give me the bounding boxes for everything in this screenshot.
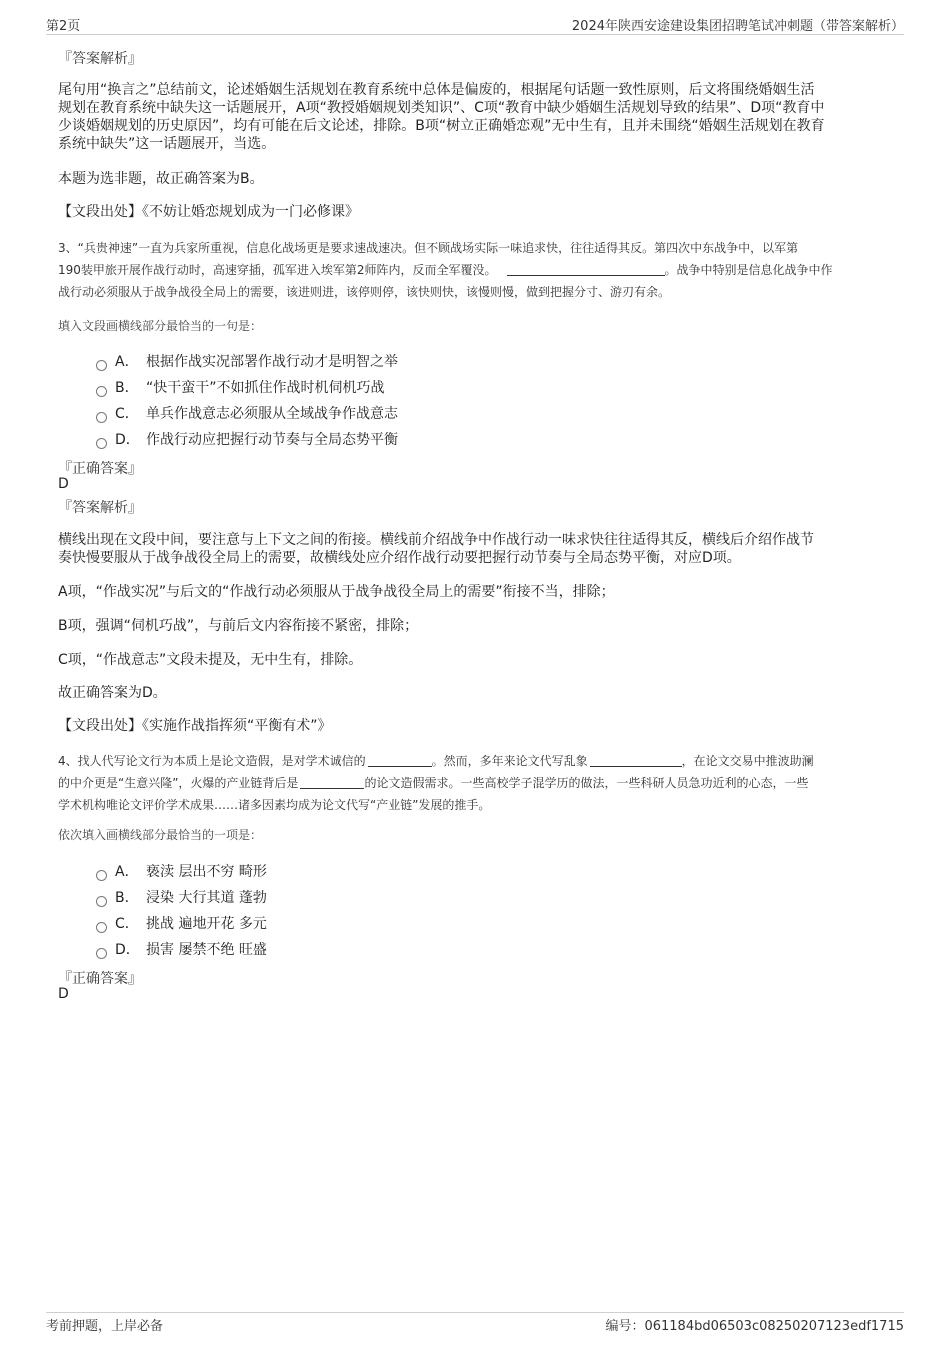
option-d[interactable] — [96, 939, 267, 959]
option-b[interactable] — [96, 377, 385, 397]
radio-button[interactable] — [96, 438, 107, 449]
analysis-line: 奏快慢要服从于战争战役全局上的需要，故横线处应介绍作战行动要把握行动节奏与全局态势平衡，对应D项。 — [58, 550, 741, 566]
question-line: 3、“兵贵神速”一直为兵家所重视，信息化战场更是要求速战速决。但不顾战场实际一味追求快，往往适得其反。第四次中东战争中，以军第 — [58, 241, 799, 255]
question-prompt: 填入文段画横线部分最恰当的一句是： — [58, 319, 263, 333]
option-letter: B． — [115, 890, 139, 906]
radio-button[interactable] — [96, 360, 107, 371]
analysis-line: 系统中缺失”这一话题展开，当选。 — [58, 136, 276, 152]
question-prompt: 依次填入画横线部分最恰当的一项是： — [58, 828, 263, 842]
answer-blank — [590, 754, 682, 767]
analysis-paragraph — [58, 531, 814, 567]
question-text-part: 190装甲旅开展作战行动时，高速穿插，孤军进入埃军第2师阵内，反而全军覆没。 — [58, 263, 497, 277]
radio-button[interactable] — [96, 896, 107, 907]
page-number: 第2页 — [46, 19, 81, 34]
document-title: 2024年陕西安途建设集团招聘笔试冲刺题（带答案解析） — [571, 19, 904, 34]
analysis-note-c: C项，“作战意志”文段未提及，无中生有，排除。 — [58, 652, 363, 668]
question-text-part: 。战争中特别是信息化战争中作 — [664, 263, 833, 277]
radio-button[interactable] — [96, 922, 107, 933]
question-text-part: 4、找人代写论文行为本质上是论文造假，是对学术诚信的 — [58, 754, 366, 768]
analysis-paragraph — [58, 81, 825, 153]
analysis-tag: 『答案解析』 — [58, 500, 142, 516]
option-letter: C． — [115, 406, 139, 422]
radio-button[interactable] — [96, 870, 107, 881]
option-text: 损害 屡禁不绝 旺盛 — [146, 942, 267, 958]
option-text: 作战行动应把握行动节奏与全局态势平衡 — [146, 432, 398, 448]
page-footer — [46, 1312, 904, 1336]
option-letter: C． — [115, 916, 139, 932]
source-text: 【文段出处】《实施作战指挥须“平衡有术”》 — [58, 718, 332, 734]
footer-slogan: 考前押题，上岸必备 — [46, 1319, 164, 1334]
analysis-note-a: A项，“作战实况”与后文的“作战行动必须服从于战争战役全局上的需要”衔接不当，排除； — [58, 584, 615, 600]
analysis-note-b: B项，强调“伺机巧战”，与前后文内容衔接不紧密，排除； — [58, 618, 419, 634]
question-line: 战行动必须服从于战争战役全局上的需要，该进则进，该停则停，该快则快，该慢则慢，做到把握分寸、游刃有余。 — [58, 285, 671, 299]
option-c[interactable] — [96, 403, 398, 423]
question-text-part: 的中介更是“生意兴隆”，火爆的产业链背后是 — [58, 776, 299, 790]
conclusion-text: 故正确答案为D。 — [58, 685, 167, 701]
document-id: 编号：061184bd06503c08250207123edf1715 — [605, 1319, 904, 1334]
option-text: 根据作战实况部署作战行动才是明智之举 — [146, 354, 398, 370]
analysis-tag: 『答案解析』 — [58, 51, 142, 67]
answer-blank — [368, 754, 432, 767]
answer-tag: 『正确答案』 — [58, 971, 142, 987]
option-text: 亵渎 层出不穷 畸形 — [146, 864, 267, 880]
option-letter: A． — [115, 864, 139, 880]
analysis-line: 尾句用“换言之”总结前文，论述婚姻生活规划在教育系统中总体是偏废的，根据尾句话题一致性原则，后文将围绕婚姻生活 — [58, 82, 815, 98]
option-c[interactable] — [96, 913, 267, 933]
question-text-part: ，在论文交易中推波助澜 — [681, 754, 814, 768]
analysis-line: 横线出现在文段中间，要注意与上下文之间的衔接。横线前介绍战争中作战行动一味求快往往适得其反，横线后介绍作战节 — [58, 532, 814, 548]
option-letter: B． — [115, 380, 139, 396]
correct-answer: D — [58, 986, 69, 1002]
option-a[interactable] — [96, 861, 267, 881]
option-letter: D． — [115, 942, 140, 958]
radio-button[interactable] — [96, 386, 107, 397]
option-b[interactable] — [96, 887, 267, 907]
conclusion-text: 本题为选非题，故正确答案为B。 — [58, 171, 264, 187]
option-text: 挑战 遍地开花 多元 — [146, 916, 267, 932]
option-text: 单兵作战意志必须服从全域战争作战意志 — [146, 406, 398, 422]
question-text-part: 。然而，多年来论文代写乱象 — [431, 754, 588, 768]
answer-tag: 『正确答案』 — [58, 461, 142, 477]
question-text-part: 的论文造假需求。一些高校学子混学历的做法，一些科研人员急功近利的心态，一些 — [364, 776, 809, 790]
correct-answer: D — [58, 476, 69, 492]
answer-blank — [507, 263, 665, 276]
question-line: 学术机构唯论文评价学术成果……诸多因素均成为论文代写“产业链”发展的推手。 — [58, 798, 491, 812]
question-line — [58, 772, 814, 794]
option-text: 浸染 大行其道 蓬勃 — [146, 890, 267, 906]
analysis-line: 规划在教育系统中缺失这一话题展开，A项“教授婚姻规划类知识”、C项“教育中缺少婚姻生活规划导致的结果”、D项“教育中 — [58, 100, 825, 116]
page-header — [46, 14, 904, 35]
question-line — [58, 750, 814, 772]
option-d[interactable] — [96, 429, 398, 449]
option-text: “快干蛮干”不如抓住作战时机伺机巧战 — [146, 380, 385, 396]
source-text: 【文段出处】《不妨让婚恋规划成为一门必修课》 — [58, 204, 359, 220]
radio-button[interactable] — [96, 412, 107, 423]
radio-button[interactable] — [96, 948, 107, 959]
question-4-stem — [58, 750, 814, 816]
question-line — [58, 259, 833, 281]
analysis-line: 少谈婚姻规划的历史原因”，均有可能在后文论述，排除。B项“树立正确婚恋观”无中生有，且并未围绕“婚姻生活规划在教育 — [58, 118, 825, 134]
option-a[interactable] — [96, 351, 398, 371]
option-letter: A． — [115, 354, 139, 370]
option-letter: D． — [115, 432, 140, 448]
answer-blank — [300, 776, 364, 789]
question-3-stem — [58, 237, 833, 303]
